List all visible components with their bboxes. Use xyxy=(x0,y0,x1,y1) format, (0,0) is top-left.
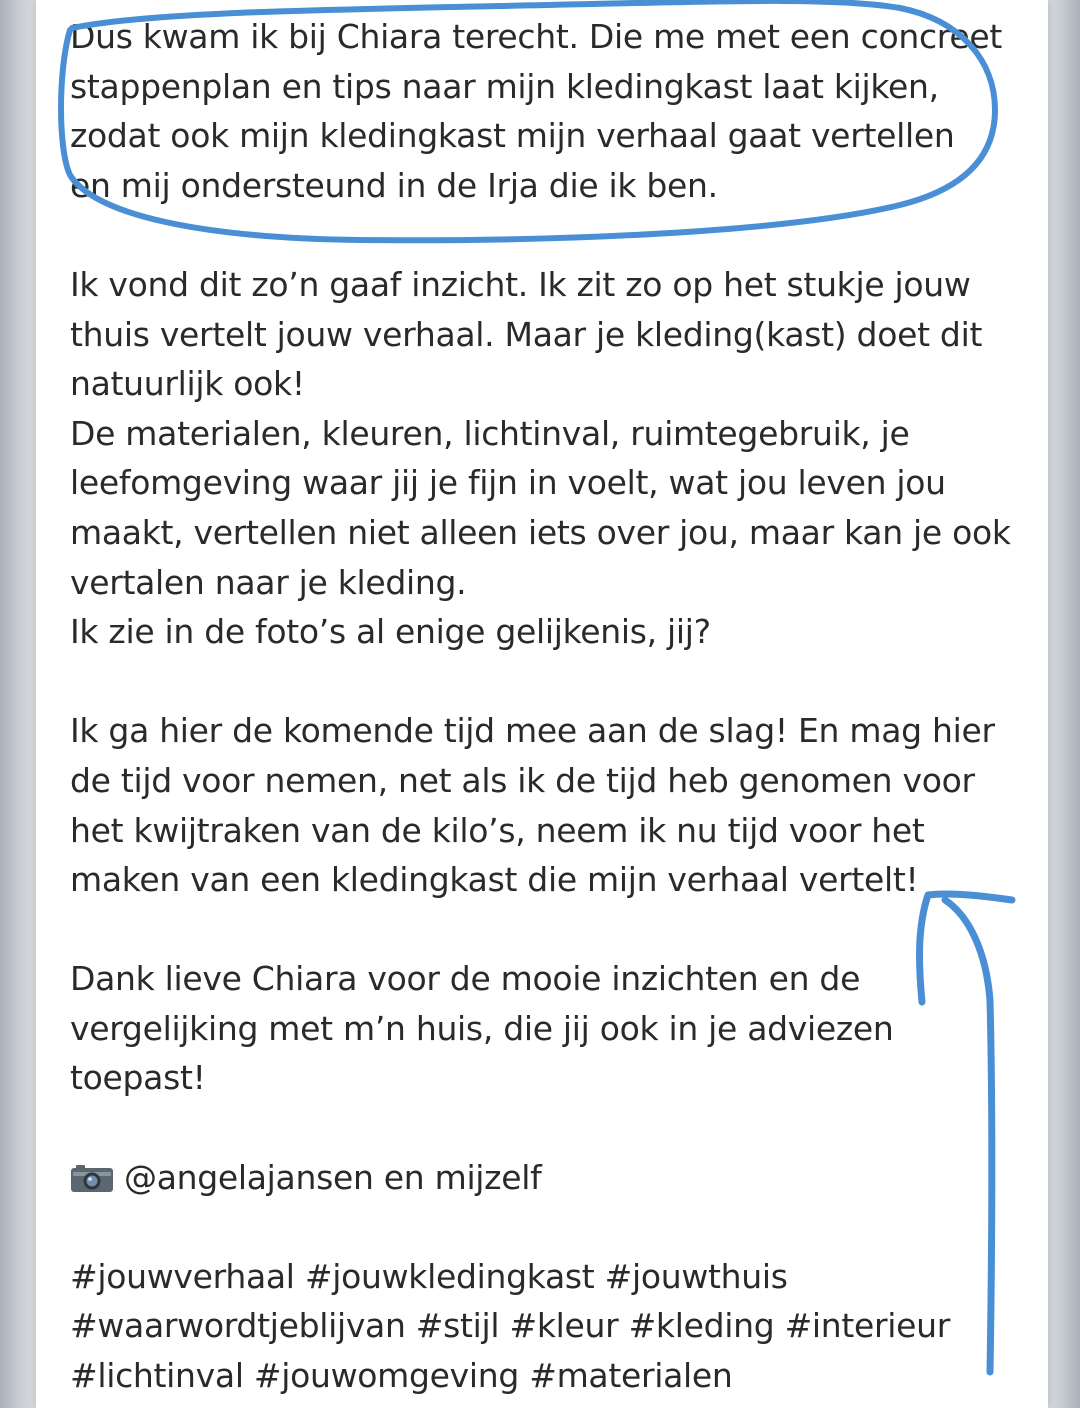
camera-icon xyxy=(70,1163,114,1193)
caption-line: en mij ondersteund in de Irja die ik ben. xyxy=(70,165,718,205)
hashtag-line[interactable]: #lichtinval #jouwomgeving #materialen xyxy=(70,1356,733,1396)
caption-line: zodat ook mijn kledingkast mijn verhaal gaat vertellen xyxy=(70,116,955,156)
blank-line xyxy=(70,1202,1030,1252)
caption-line: Ik vond dit zo’n gaaf inzicht. Ik zit zo op het stukje jouw xyxy=(70,264,971,304)
blank-line xyxy=(70,905,1030,955)
credit-text[interactable]: @angelajansen en mijzelf xyxy=(124,1157,542,1197)
hashtag-line[interactable]: #waarwordtjeblijvan #stijl #kleur #kleding #interieur xyxy=(70,1306,951,1346)
caption-line: leefomgeving waar jij je fijn in voelt, wat jou leven jou xyxy=(70,463,946,503)
caption-line: toepast! xyxy=(70,1058,206,1098)
photo-credit xyxy=(70,1153,1030,1203)
caption-line: maken van een kledingkast die mijn verhaal vertelt! xyxy=(70,860,919,900)
post-caption xyxy=(70,12,1030,1401)
caption-line: het kwijtraken van de kilo’s, neem ik nu tijd voor het xyxy=(70,810,925,850)
caption-line: stappenplan en tips naar mijn kledingkast laat kijken, xyxy=(70,66,939,106)
caption-line: maakt, vertellen niet alleen iets over jou, maar kan je ook xyxy=(70,512,1011,552)
caption-line: Dus kwam ik bij Chiara terecht. Die me met een concreet xyxy=(70,17,1002,56)
blank-line xyxy=(70,1103,1030,1153)
caption-line: thuis vertelt jouw verhaal. Maar je kleding(kast) doet dit xyxy=(70,314,983,354)
caption-line: Dank lieve Chiara voor de mooie inzichten en de xyxy=(70,959,861,999)
caption-line: vergelijking met m’n huis, die jij ook in je adviezen xyxy=(70,1008,894,1048)
caption-line: vertalen naar je kleding. xyxy=(70,562,467,602)
blank-line xyxy=(70,210,1030,260)
caption-line: Ik ga hier de komende tijd mee aan de slag! En mag hier xyxy=(70,711,995,751)
caption-line: De materialen, kleuren, lichtinval, ruimtegebruik, je xyxy=(70,413,910,453)
blank-line xyxy=(70,657,1030,707)
caption-line: Ik zie in de foto’s al enige gelijkenis, jij? xyxy=(70,612,711,652)
caption-line: de tijd voor nemen, net als ik de tijd heb genomen voor xyxy=(70,760,975,800)
hashtag-line[interactable]: #jouwverhaal #jouwkledingkast #jouwthuis xyxy=(70,1256,788,1296)
caption-line: natuurlijk ook! xyxy=(70,364,305,404)
